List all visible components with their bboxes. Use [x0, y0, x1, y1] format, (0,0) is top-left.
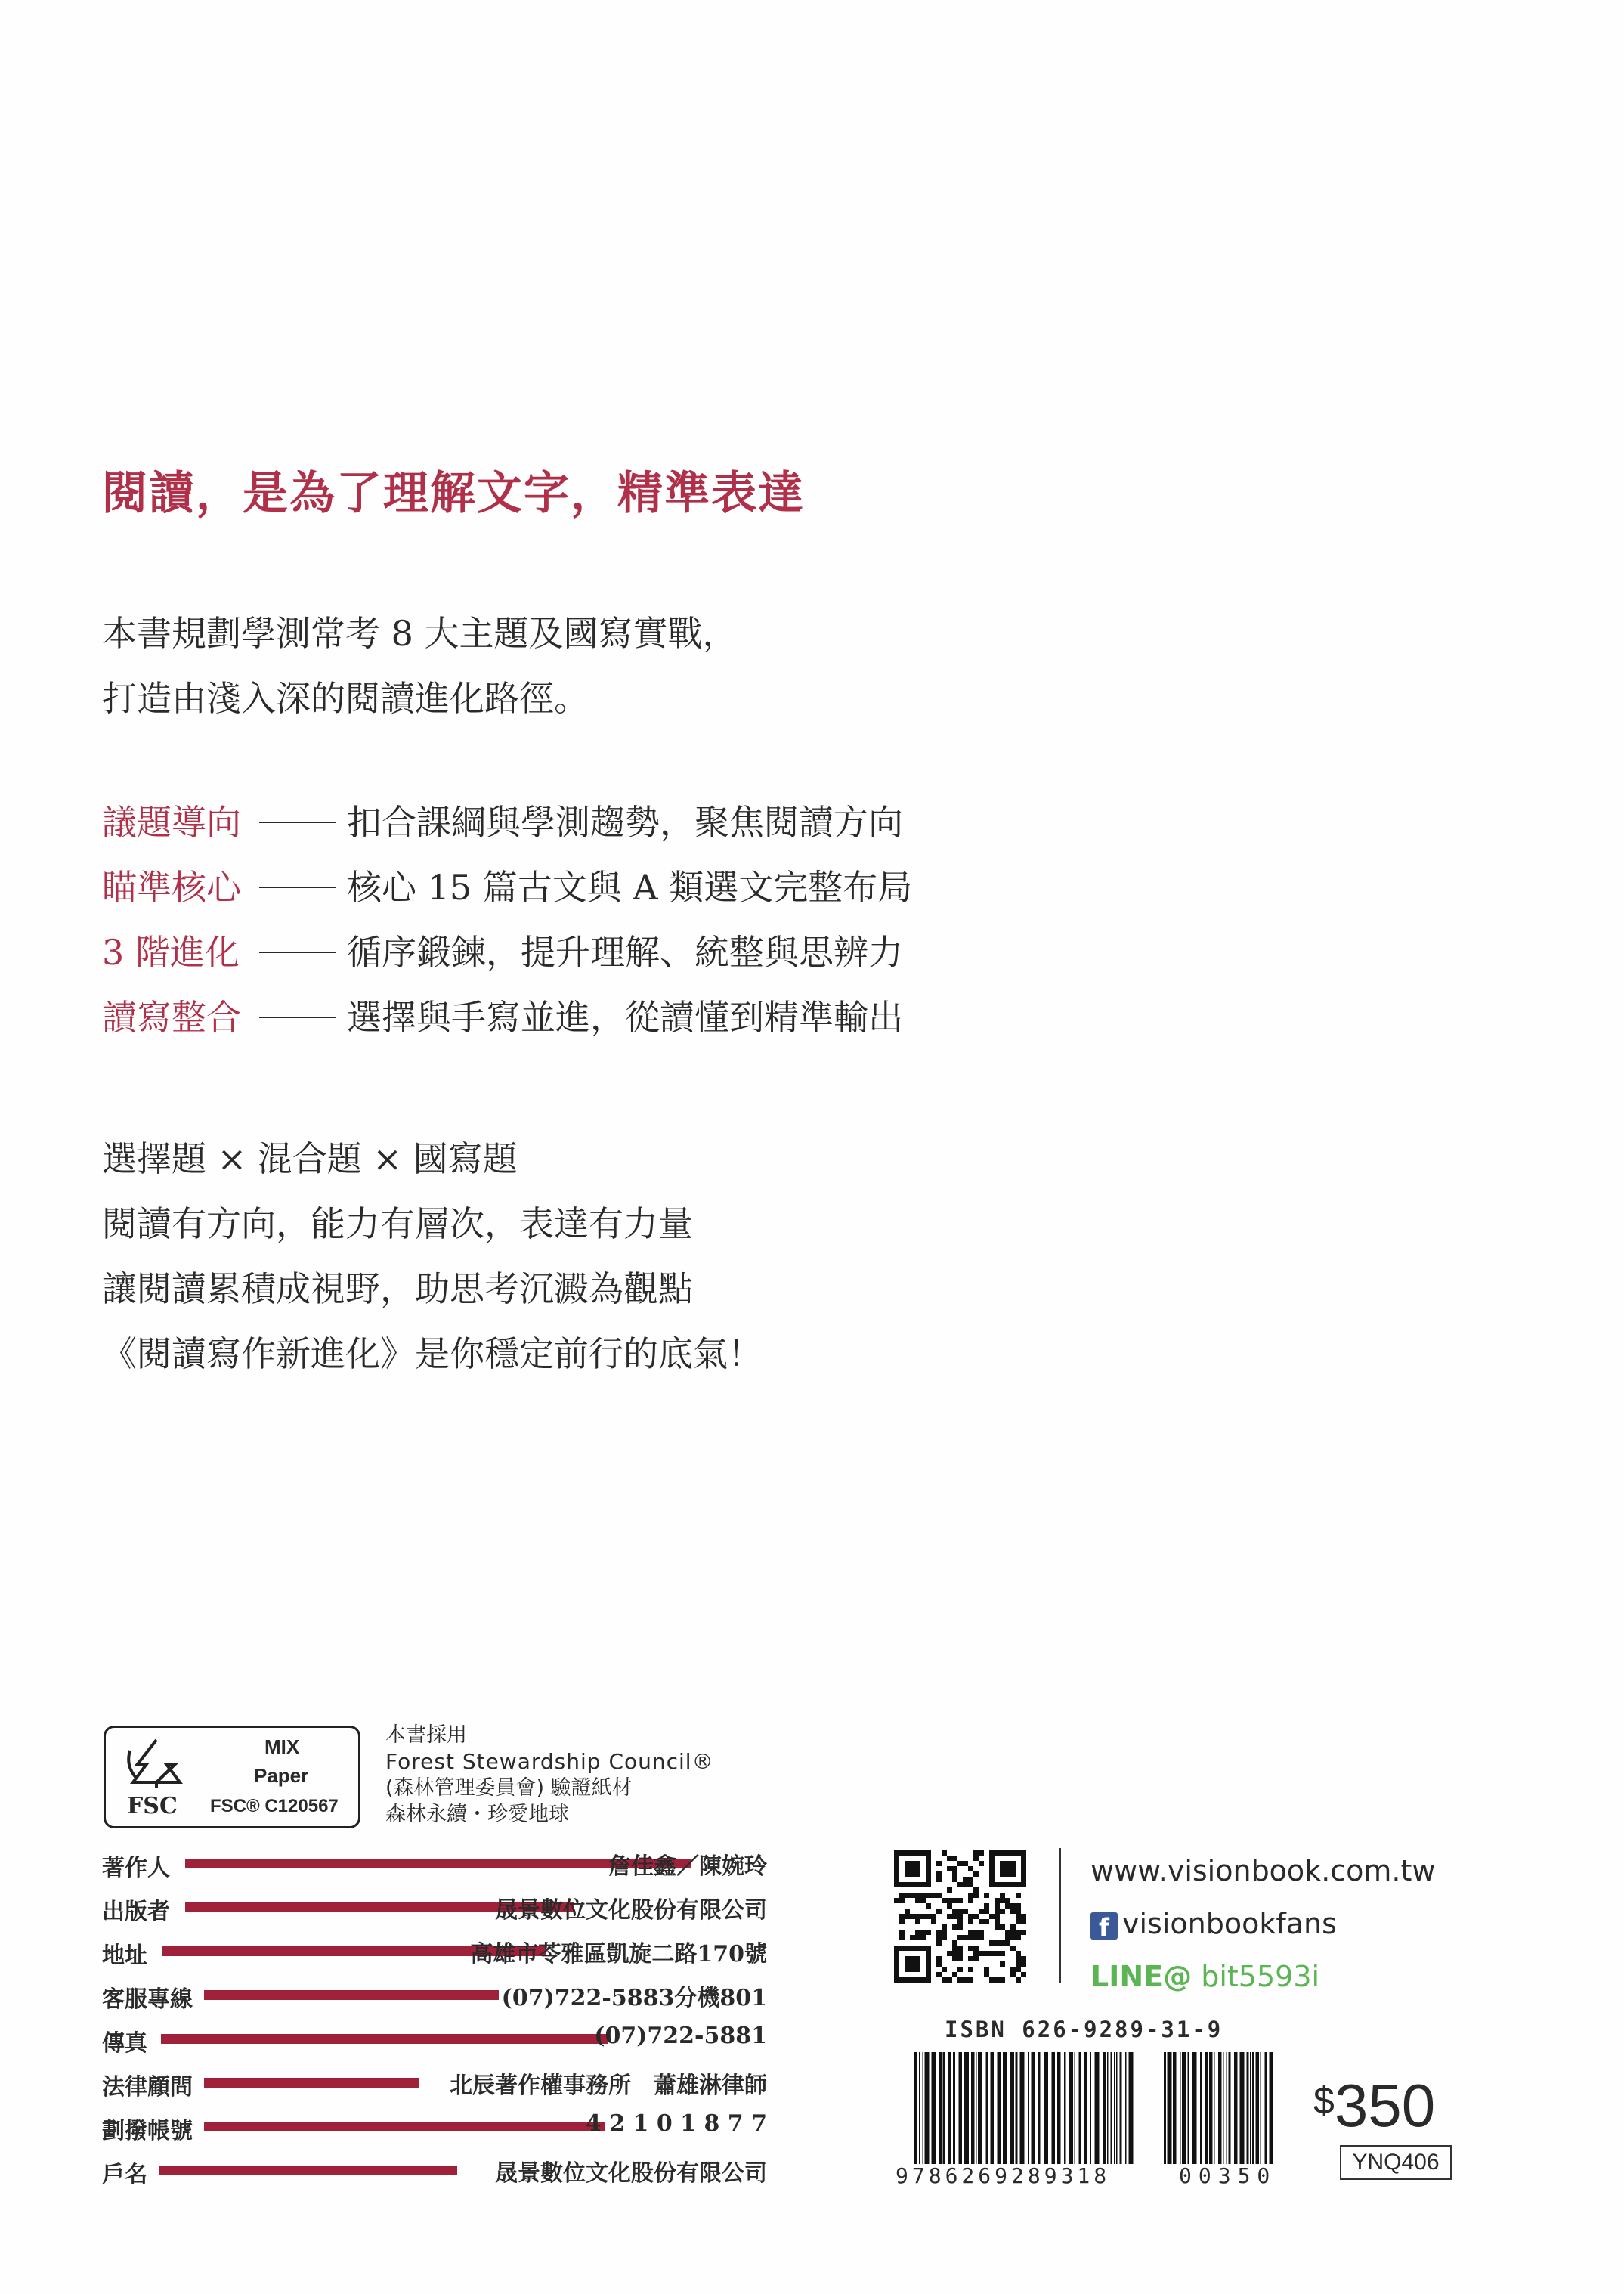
info-value: 4 2 1 0 1 8 7 7	[585, 2110, 767, 2137]
facebook-link[interactable]	[1090, 1897, 1435, 1950]
fsc-note-line: (森林管理委員會) 驗證紙材	[385, 1776, 633, 1800]
fsc-logo-text: FSC	[127, 1793, 178, 1819]
product-code: YNQ406	[1340, 2145, 1452, 2180]
info-bar	[159, 2166, 457, 2175]
price-currency: $	[1313, 2079, 1335, 2122]
barcode-addon	[1164, 2052, 1277, 2164]
info-row	[102, 2106, 767, 2150]
barcode-main-digits: 9786269289318	[896, 2163, 1111, 2188]
info-bar	[204, 1990, 499, 2000]
facebook-icon: f	[1090, 1912, 1118, 1940]
info-row	[102, 2018, 767, 2062]
info-label: 戶名	[102, 2162, 147, 2188]
dash	[259, 887, 336, 888]
fsc-note-line: 本書採用	[385, 1723, 467, 1747]
line-id: bit5593i	[1201, 1960, 1320, 1993]
info-row	[102, 1887, 767, 1930]
fsc-label	[104, 1726, 360, 1828]
feature-text: 核心 15 篇古文與 A 類選文完整布局	[347, 867, 913, 908]
info-label: 地址	[102, 1943, 147, 1969]
info-value: (07)722-5881	[594, 2023, 767, 2049]
qr-code[interactable]	[894, 1850, 1026, 1983]
info-row	[102, 1930, 767, 1974]
line-link[interactable]	[1090, 1950, 1435, 2003]
info-row	[102, 2150, 767, 2193]
info-value: 晟景數位文化股份有限公司	[495, 1897, 767, 1924]
dash	[259, 1017, 336, 1018]
price-value: 350	[1334, 2072, 1436, 2139]
feature-text: 循序鍛鍊，提升理解、統整與思辨力	[347, 932, 903, 973]
info-bar	[204, 2122, 605, 2131]
info-value: (07)722-5883分機801	[501, 1985, 767, 2011]
contact-info	[1090, 1844, 1435, 2003]
feature-item	[102, 790, 912, 855]
fsc-note-line: 森林永續・珍愛地球	[385, 1803, 569, 1826]
closing-line: 《閱讀寫作新進化》是你穩定前行的底氣！	[102, 1333, 763, 1374]
barcode-main	[914, 2052, 1134, 2164]
fsc-tree-icon	[122, 1735, 190, 1793]
headline: 閱讀，是為了理解文字，精準表達	[102, 467, 805, 520]
price	[1313, 2071, 1435, 2141]
line-label: LINE@	[1090, 1960, 1192, 1993]
info-label: 法律顧問	[102, 2074, 193, 2101]
closing-paragraph	[102, 1126, 763, 1386]
intro-line: 本書規劃學測常考 8 大主題及國寫實戰，	[102, 613, 738, 654]
fsc-note	[385, 1722, 714, 1828]
feature-list	[102, 790, 912, 1050]
fsc-paper: Paper	[254, 1764, 309, 1787]
fsc-note-line: Forest Stewardship Council®	[385, 1749, 714, 1774]
facebook-handle: visionbookfans	[1122, 1907, 1337, 1940]
info-label: 劃撥帳號	[102, 2118, 193, 2144]
info-label: 客服專線	[102, 1986, 193, 2013]
info-row	[102, 2062, 767, 2106]
feature-item	[102, 985, 912, 1050]
closing-line: 選擇題 × 混合題 × 國寫題	[102, 1138, 518, 1179]
intro-paragraph	[102, 601, 738, 731]
info-row	[102, 1974, 767, 2018]
publisher-info	[102, 1843, 767, 2193]
isbn: ISBN 626-9289-31-9	[945, 2017, 1223, 2042]
info-bar	[204, 2078, 419, 2088]
info-bar	[161, 2034, 608, 2044]
info-value: 北辰著作權事務所 蕭雄淋律師	[450, 2073, 767, 2099]
dash	[259, 952, 336, 953]
dash	[259, 822, 336, 823]
info-label: 出版者	[102, 1899, 170, 1925]
intro-line: 打造由淺入深的閱讀進化路徑。	[102, 678, 589, 719]
feature-text: 選擇與手寫並進，從讀懂到精準輸出	[347, 997, 903, 1038]
info-value: 晟景數位文化股份有限公司	[495, 2160, 767, 2187]
fsc-mix: MIX	[264, 1735, 300, 1758]
closing-line: 讓閱讀累積成視野，助思考沉澱為觀點	[102, 1268, 693, 1309]
fsc-code: FSC® C120567	[210, 1796, 339, 1816]
info-row	[102, 1843, 767, 1887]
info-value: 詹佳鑫／陳婉玲	[608, 1853, 767, 1880]
info-value: 高雄市苓雅區凱旋二路170號	[470, 1941, 767, 1967]
feature-item	[102, 920, 912, 985]
barcode-addon-digits: 00350	[1179, 2163, 1277, 2188]
closing-line: 閱讀有方向，能力有層次，表達有力量	[102, 1203, 693, 1244]
feature-key: 議題導向	[102, 802, 241, 843]
info-label: 傳真	[102, 2030, 147, 2057]
info-label: 著作人	[102, 1855, 170, 1881]
feature-key: 瞄準核心	[102, 867, 241, 908]
divider	[1059, 1848, 1061, 1983]
feature-key: 讀寫整合	[102, 997, 241, 1038]
website-link[interactable]: www.visionbook.com.tw	[1090, 1854, 1436, 1887]
feature-key: 3 階進化	[102, 932, 240, 973]
feature-item	[102, 855, 912, 920]
feature-text: 扣合課綱與學測趨勢，聚焦閱讀方向	[347, 802, 903, 843]
